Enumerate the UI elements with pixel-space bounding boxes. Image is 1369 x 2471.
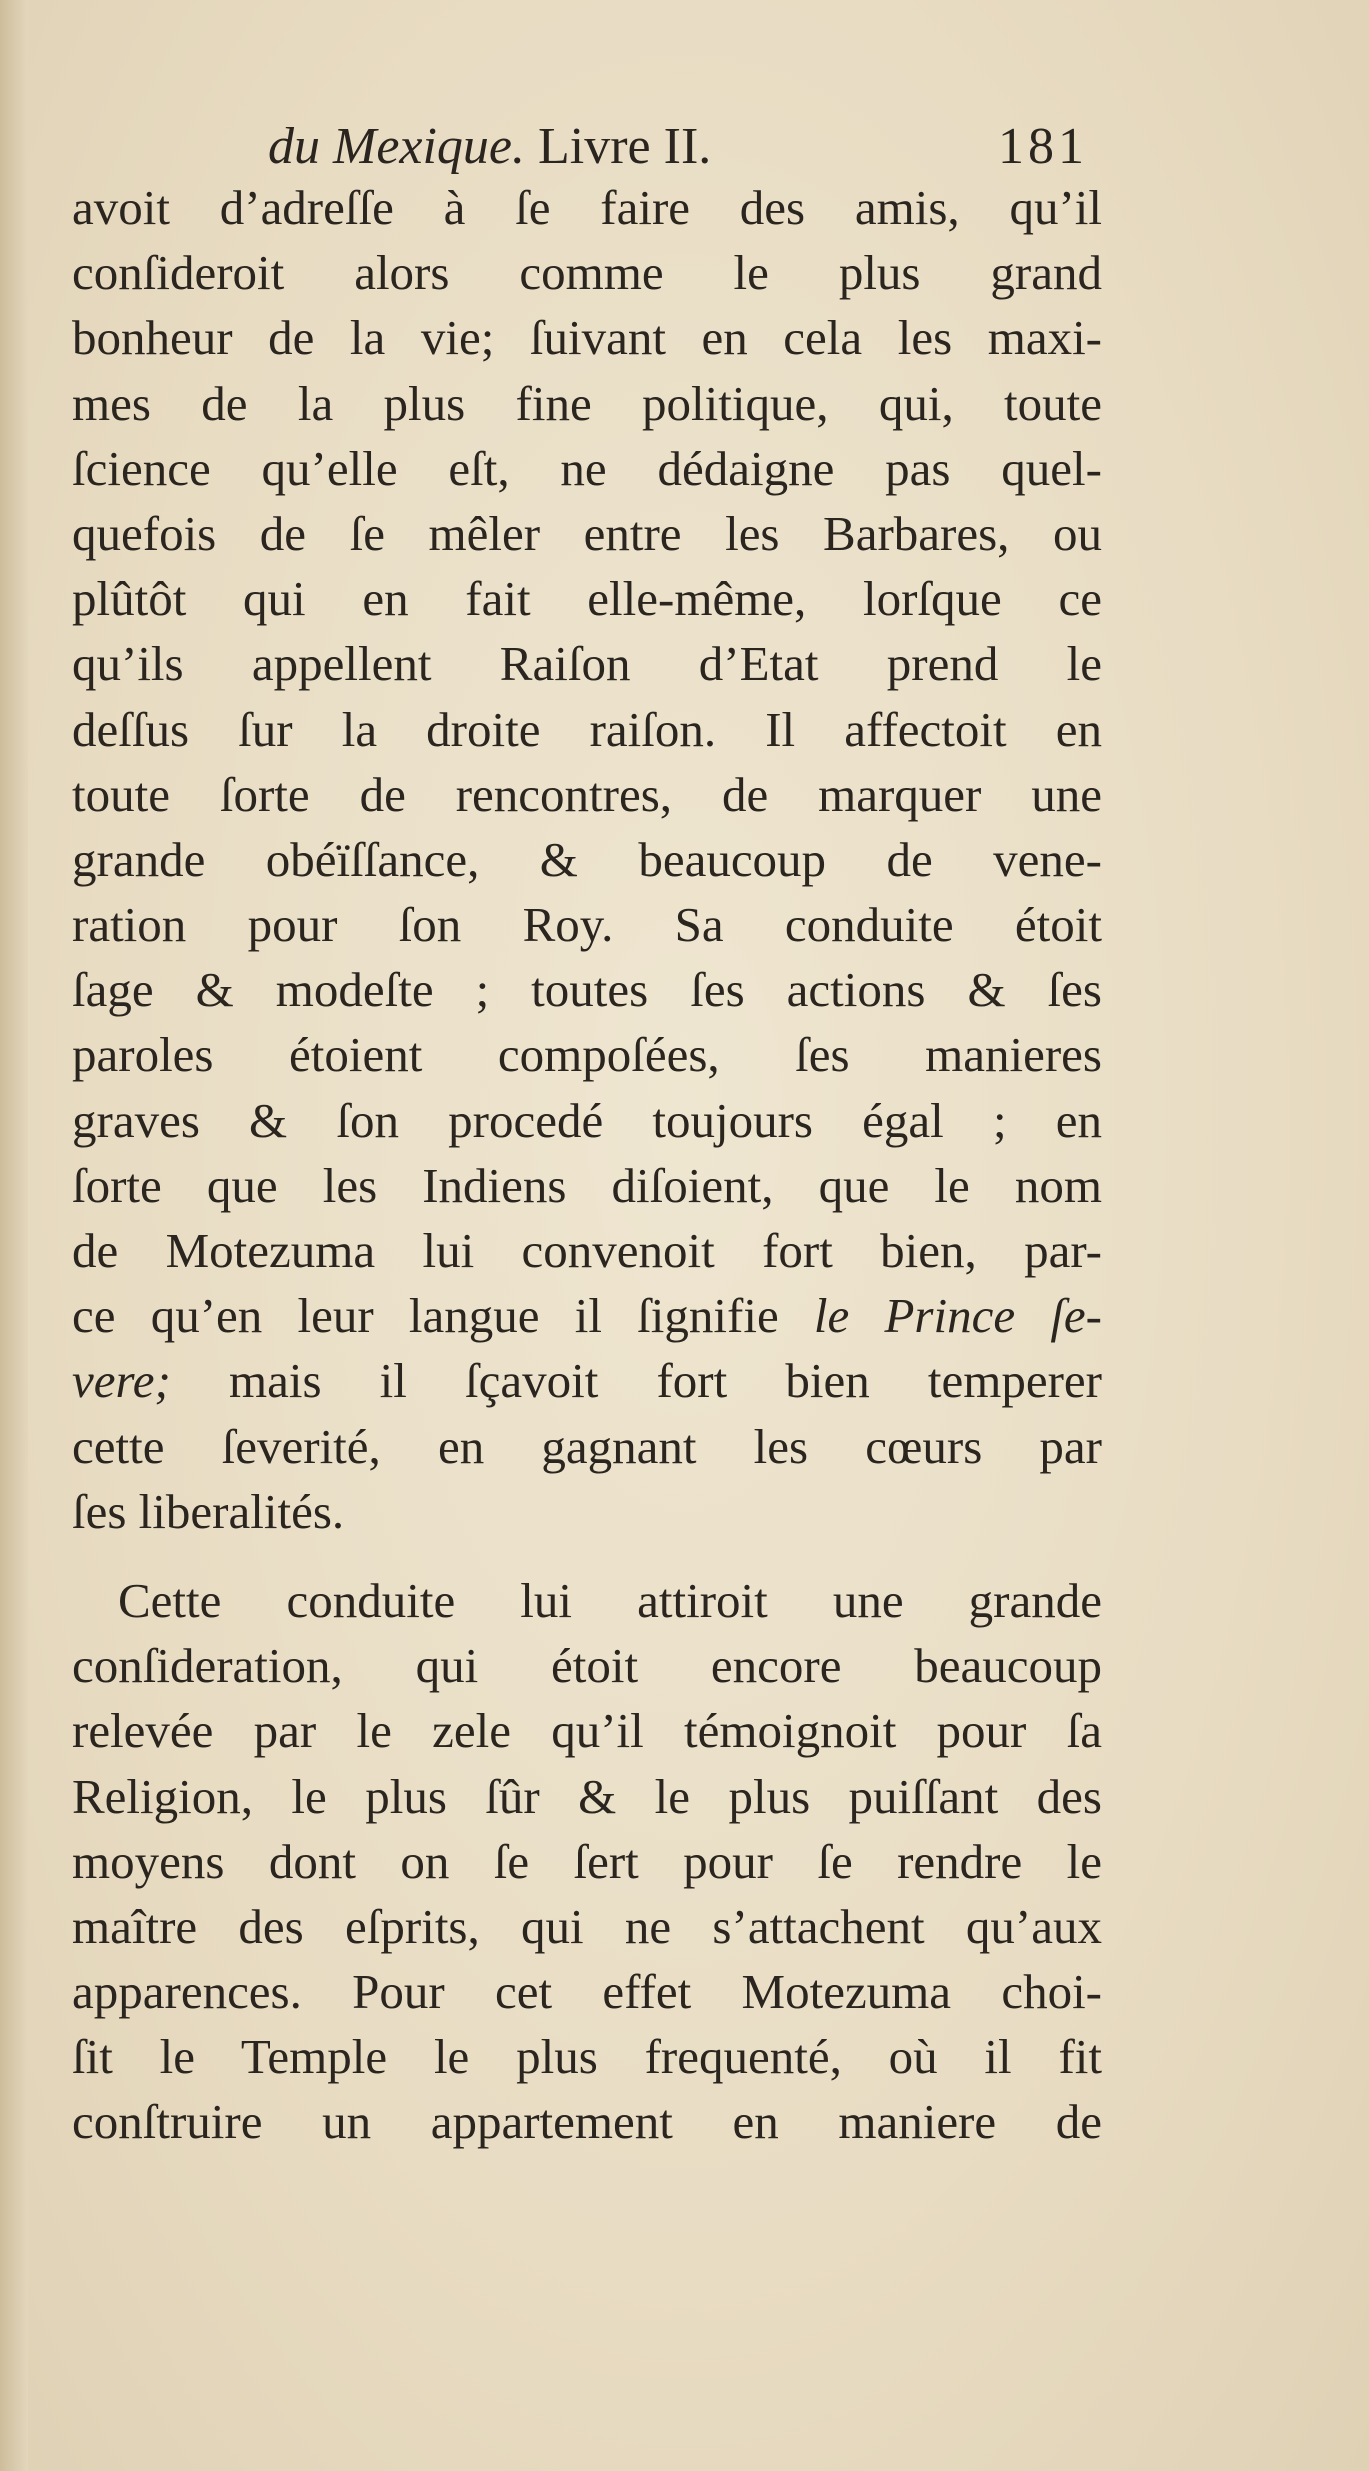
text-line: bonheur de la vie; ſuivant en cela les maxi- [72, 310, 1102, 366]
running-header [268, 112, 1088, 182]
text-line [72, 1348, 1102, 1413]
text-line: ration pour ſon Roy. Sa conduite étoit [72, 897, 1102, 953]
text-line-roman: ce qu’en leur langue il ſignifie [72, 1288, 814, 1344]
text-line-roman: mais il ſçavoit fort bien temperer [170, 1353, 1102, 1409]
text-line: ſes liberalités. [72, 1483, 345, 1539]
text-line: plûtôt qui en fait elle-même, lorſque ce [72, 571, 1102, 627]
text-line: grande obéïſſance, & beaucoup de vene- [72, 831, 1102, 887]
text-line: ſcience qu’elle eſt, ne dédaigne pas quel- [72, 440, 1102, 496]
text-line: Religion, le plus ſûr & le plus puiſſant des [72, 1768, 1102, 1824]
text-line: quefois de ſe mêler entre les Barbares, ou [72, 505, 1102, 561]
text-line: relevée par le zele qu’il témoignoit pour ſa [72, 1703, 1102, 1759]
text-line: ſage & modeſte ; toutes ſes actions & ſes [72, 962, 1102, 1018]
text-line: qu’ils appellent Raiſon d’Etat prend le [72, 636, 1102, 692]
text-line: graves & ſon procedé toujours égal ; en [72, 1092, 1102, 1148]
text-line: conſtruire un appartement en maniere de [72, 2094, 1102, 2150]
text-line: apparences. Pour cet effet Motezuma choi- [72, 1964, 1102, 2020]
running-title [268, 112, 711, 182]
paragraph-first-line: Cette conduite lui attiroit une grande [118, 1572, 1102, 1628]
page-number: 181 [998, 118, 1088, 175]
text-line: de Motezuma lui convenoit fort bien, par- [72, 1223, 1102, 1278]
text-line: ſorte que les Indiens diſoient, que le nom [72, 1157, 1102, 1213]
text-line: mes de la plus fine politique, qui, toute [72, 375, 1102, 431]
text-line [72, 1283, 1102, 1348]
text-line: ſit le Temple le plus frequenté, où il fit [72, 2029, 1102, 2085]
text-line: maître des eſprits, qui ne s’attachent qu’aux [72, 1898, 1102, 1954]
running-title-italic: du Mexique. [268, 118, 526, 175]
text-line: conſideroit alors comme le plus grand [72, 245, 1102, 301]
page-gutter-edge [0, 0, 28, 2471]
text-line: avoit d’adreſſe à ſe faire des amis, qu’il [72, 180, 1102, 235]
text-line: moyens dont on ſe ſert pour ſe rendre le [72, 1833, 1102, 1889]
body-text [72, 175, 1102, 2155]
text-line: toute ſorte de rencontres, de marquer une [72, 766, 1102, 822]
text-line: deſſus ſur la droite raiſon. Il affectoit en [72, 701, 1102, 757]
running-title-roman: Livre II. [538, 118, 712, 175]
text-line: conſideration, qui étoit encore beaucoup [72, 1638, 1102, 1694]
text-line: cette ſeverité, en gagnant les cœurs par [72, 1418, 1102, 1474]
text-line-italic: vere; [72, 1353, 171, 1409]
text-line-italic: le Prince ſe- [813, 1288, 1102, 1344]
text-line: paroles étoient compoſées, ſes manieres [72, 1027, 1102, 1083]
